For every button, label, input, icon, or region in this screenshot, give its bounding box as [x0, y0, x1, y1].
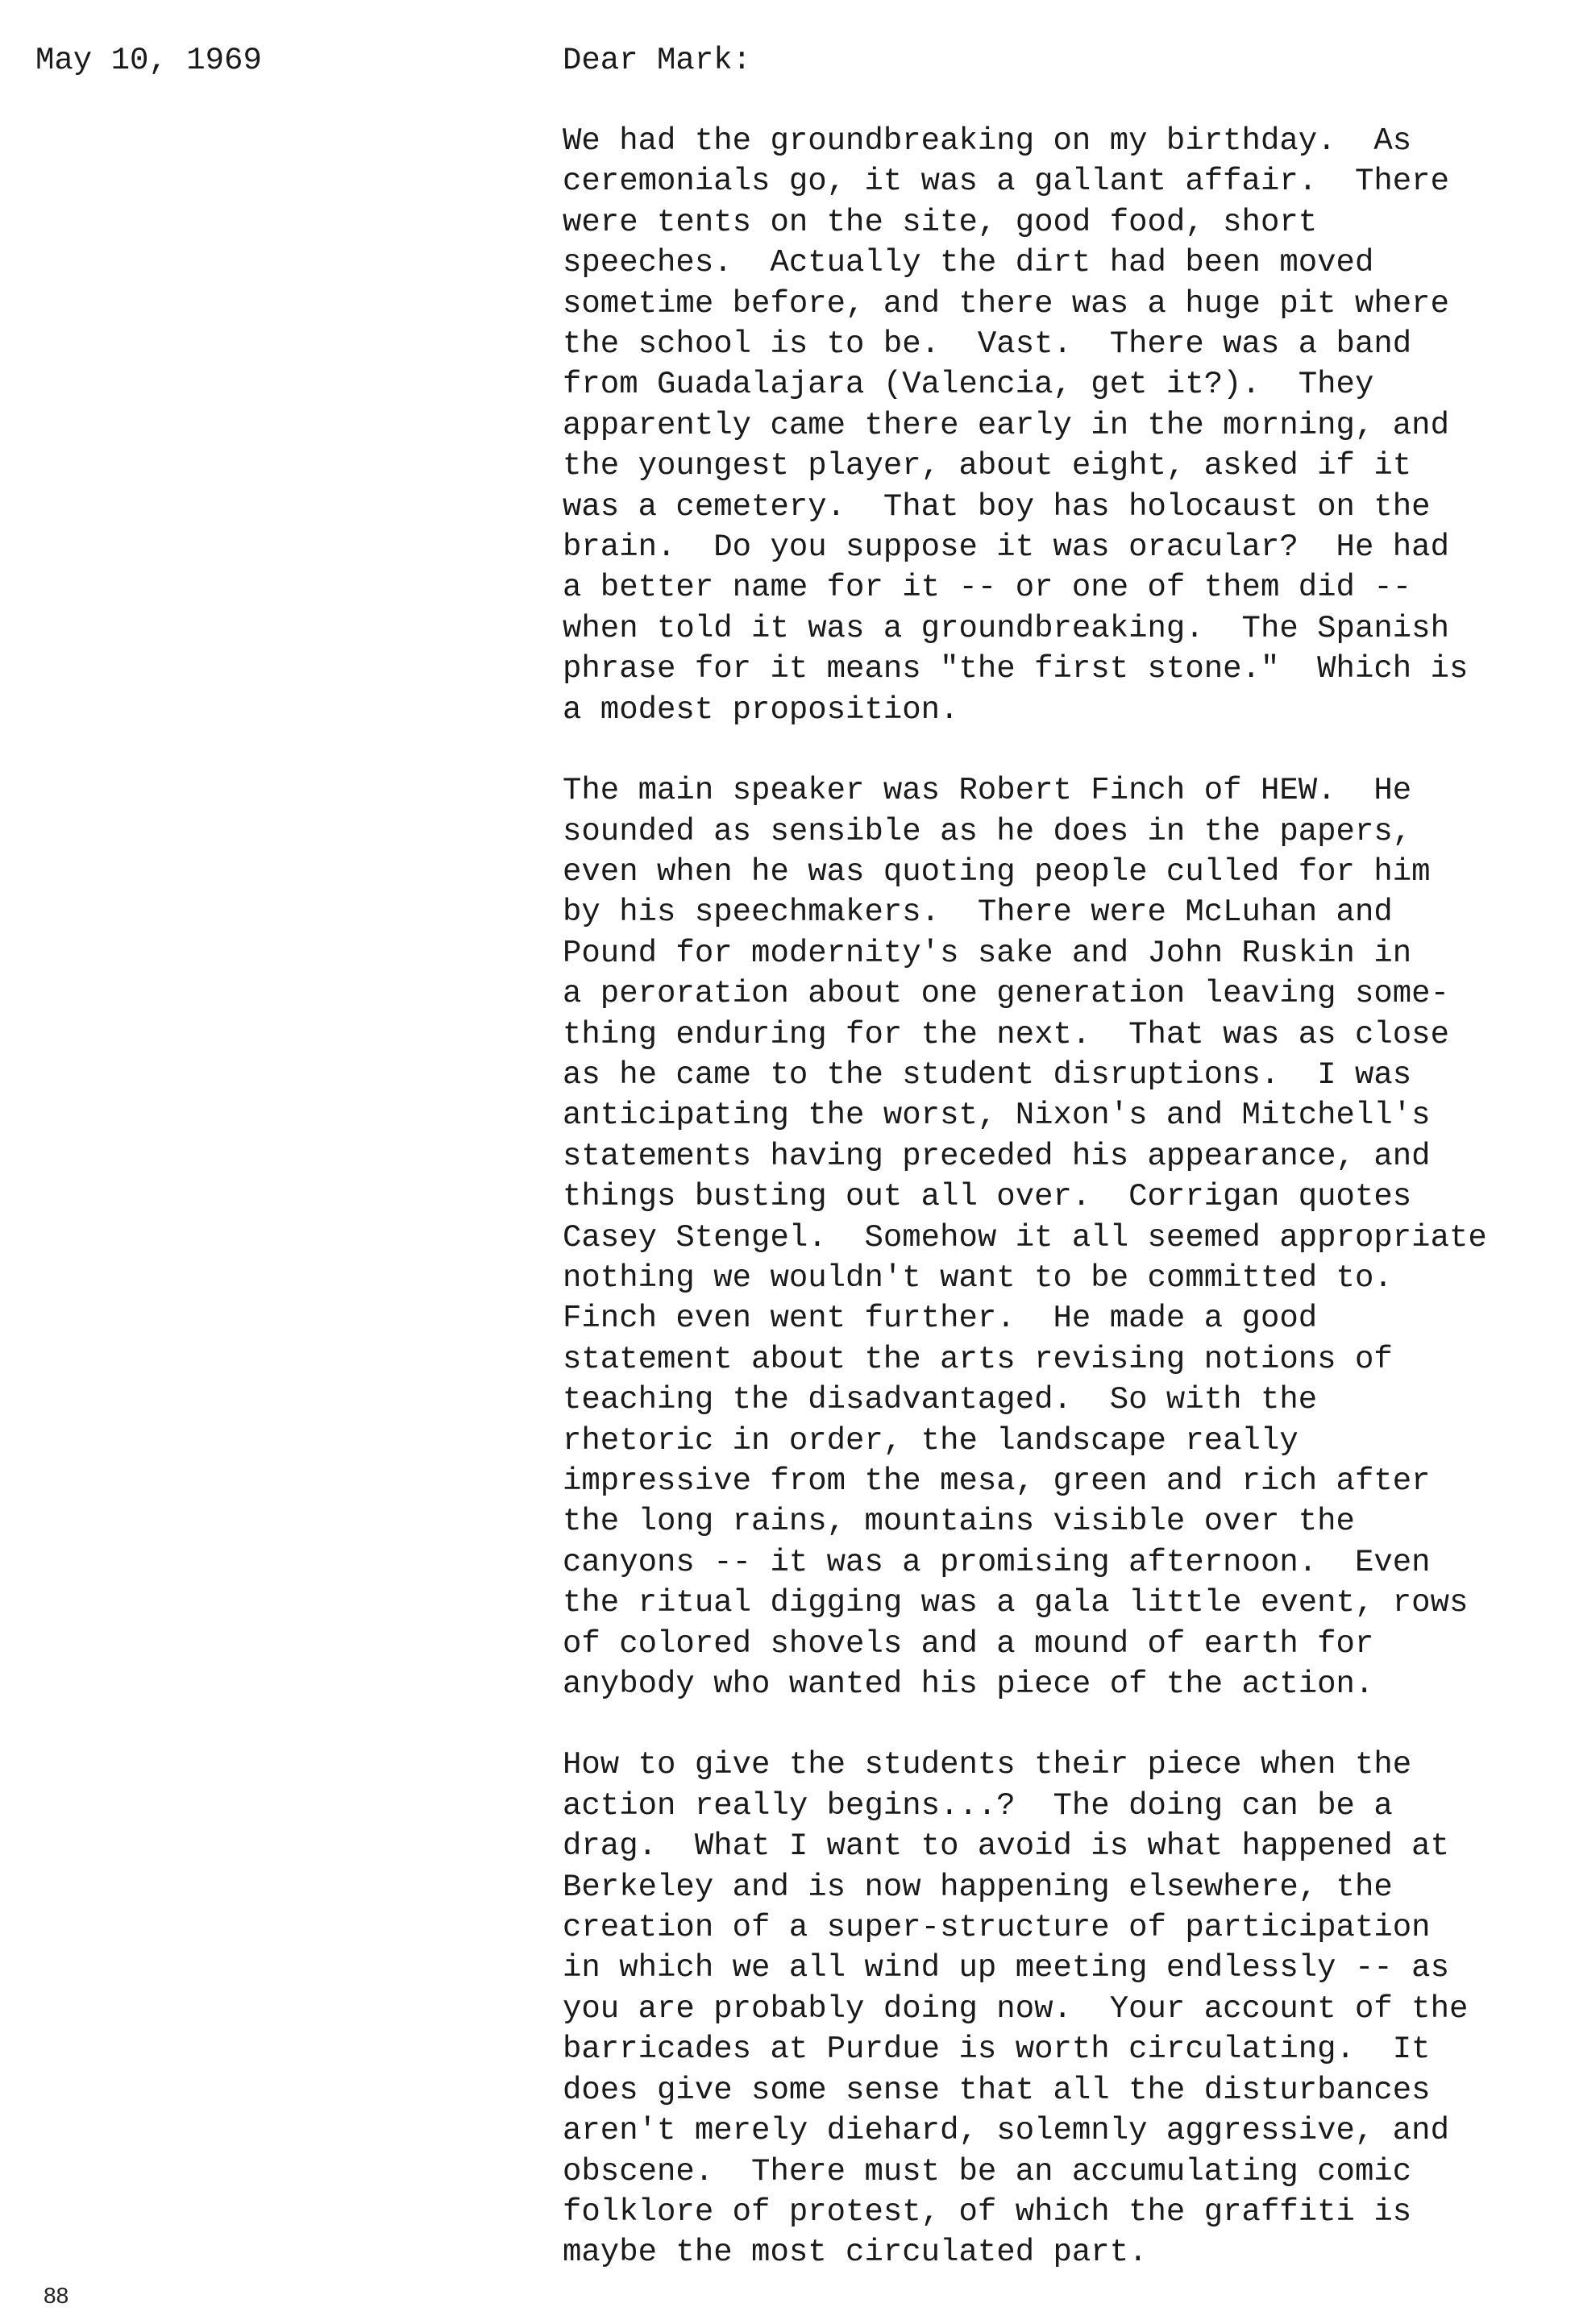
paragraph-3: [563, 1745, 1570, 2272]
text-line: apparently came there early in the morning, and: [563, 407, 1449, 443]
text-line: nothing we wouldn't want to be committed to.: [563, 1260, 1393, 1296]
text-line: was a cemetery. That boy has holocaust on the: [563, 488, 1431, 525]
text-line: thing enduring for the next. That was as close: [563, 1016, 1449, 1052]
text-line: action really begins...? The doing can be a: [563, 1787, 1393, 1824]
text-line: folklore of protest, of which the graffiti is: [563, 2193, 1412, 2230]
letter-date: May 10, 1969: [35, 43, 262, 78]
text-line: How to give the students their piece when the: [563, 1747, 1412, 1783]
text-line: statement about the arts revising notions of: [563, 1341, 1393, 1377]
text-line: aren't merely diehard, solemnly aggressive, and: [563, 2113, 1449, 2149]
text-line: a better name for it -- or one of them did --: [563, 570, 1412, 606]
text-line: Berkeley and is now happening elsewhere, the: [563, 1869, 1393, 1905]
text-line: Finch even went further. He made a good: [563, 1301, 1318, 1337]
text-line: does give some sense that all the disturbances: [563, 2072, 1431, 2108]
salutation: Dear Mark:: [563, 43, 752, 78]
page-number: 88: [44, 2283, 69, 2308]
paragraph-1: [563, 121, 1570, 730]
text-line: brain. Do you suppose it was oracular? He had: [563, 529, 1449, 566]
text-line: in which we all wind up meeting endlessly -- as: [563, 1950, 1449, 1986]
text-line: anticipating the worst, Nixon's and Mitchell's: [563, 1098, 1431, 1134]
text-line: speeches. Actually the dirt had been moved: [563, 245, 1374, 281]
text-line: creation of a super-structure of participation: [563, 1910, 1431, 1946]
text-line: even when he was quoting people culled for him: [563, 853, 1431, 890]
text-line: a modest proposition.: [563, 691, 959, 728]
text-line: anybody who wanted his piece of the action.: [563, 1666, 1374, 1703]
text-line: a peroration about one generation leaving some-: [563, 976, 1449, 1012]
text-line: sounded as sensible as he does in the papers,: [563, 813, 1412, 849]
text-line: barricades at Purdue is worth circulating. It: [563, 2031, 1431, 2068]
text-line: were tents on the site, good food, short: [563, 204, 1318, 240]
text-line: rhetoric in order, the landscape really: [563, 1422, 1299, 1459]
text-line: The main speaker was Robert Finch of HEW. He: [563, 773, 1412, 809]
text-line: the long rains, mountains visible over the: [563, 1504, 1355, 1540]
paragraph-2: [563, 770, 1570, 1704]
text-line: the ritual digging was a gala little event, rows: [563, 1585, 1469, 1621]
text-line: the school is to be. Vast. There was a band: [563, 326, 1412, 363]
text-line: impressive from the mesa, green and rich after: [563, 1463, 1431, 1499]
text-line: statements having preceded his appearance, and: [563, 1138, 1431, 1174]
text-line: ceremonials go, it was a gallant affair. There: [563, 164, 1449, 200]
text-line: you are probably doing now. Your account of the: [563, 1990, 1469, 2027]
text-line: obscene. There must be an accumulating comic: [563, 2153, 1412, 2189]
text-line: phrase for it means "the first stone." Which is: [563, 651, 1469, 687]
text-line: canyons -- it was a promising afternoon. Even: [563, 1544, 1431, 1580]
text-line: Pound for modernity's sake and John Ruskin in: [563, 935, 1412, 971]
text-line: Casey Stengel. Somehow it all seemed appropriate: [563, 1219, 1487, 1255]
text-line: sometime before, and there was a huge pit where: [563, 285, 1449, 322]
text-line: things busting out all over. Corrigan quotes: [563, 1179, 1412, 1215]
text-line: We had the groundbreaking on my birthday. As: [563, 123, 1412, 159]
text-line: from Guadalajara (Valencia, get it?). They: [563, 367, 1374, 403]
text-line: of colored shovels and a mound of earth for: [563, 1625, 1374, 1662]
text-line: by his speechmakers. There were McLuhan and: [563, 894, 1393, 931]
text-line: drag. What I want to avoid is what happened at: [563, 1828, 1449, 1865]
text-line: when told it was a groundbreaking. The Spanish: [563, 610, 1449, 646]
text-line: the youngest player, about eight, asked if it: [563, 448, 1412, 484]
letter-body: [563, 40, 1570, 2314]
text-line: maybe the most circulated part.: [563, 2235, 1148, 2271]
text-line: as he came to the student disruptions. I was: [563, 1056, 1412, 1093]
text-line: teaching the disadvantaged. So with the: [563, 1382, 1318, 1418]
